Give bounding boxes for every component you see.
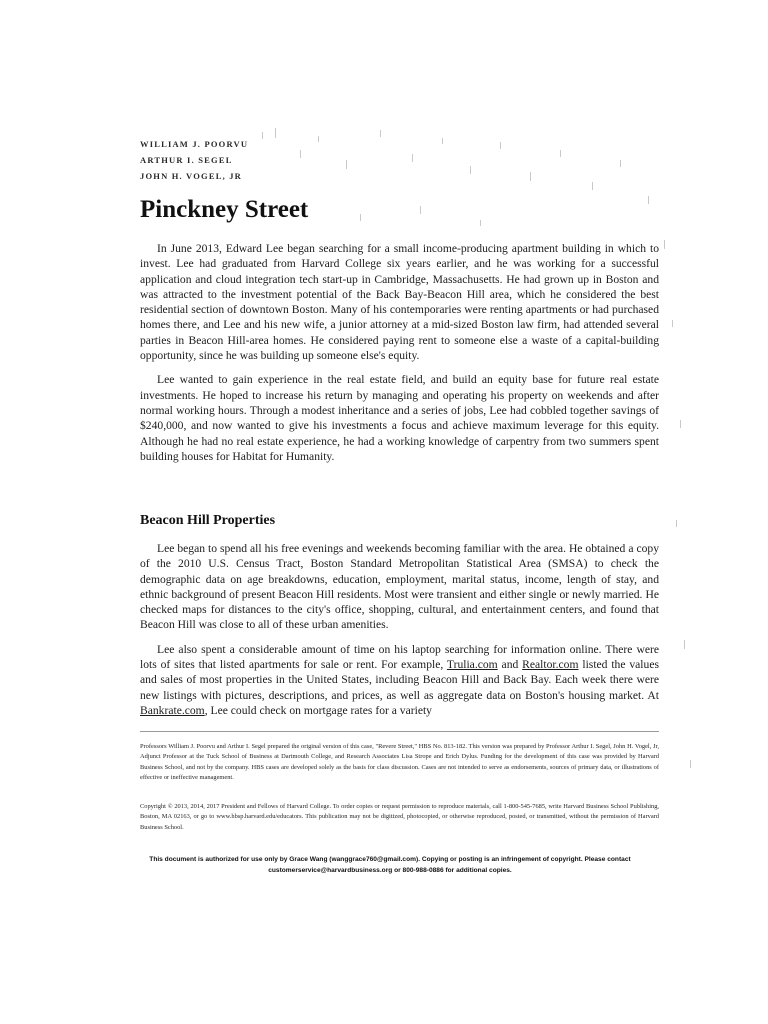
- author-name: WILLIAM J. POORVU: [140, 139, 249, 149]
- paragraph: Lee wanted to gain experience in the real estate field, and build an equity base for future real estate investments. He hoped to increase his return by managing and operating his property on weekends and after normal working hours. Through a modest inheritance and a series of jobs, Lee had cobbled together savings of $240,000, and now wanted to give his investments a focus and achieve maximum leverage for this equity. Although he had no real estate experience, he had a working knowledge of carpentry from two summers spent building houses for Habitat for Humanity.: [140, 373, 659, 463]
- bankrate-link[interactable]: Bankrate.com: [140, 703, 205, 717]
- section-beacon-hill: [140, 541, 659, 718]
- author-name: JOHN H. VOGEL, JR: [140, 171, 243, 181]
- authorization-line: This document is authorized for use only by Grace Wang (wanggrace760@gmail.com). Copying or posting is an infringement of copyright. Please contact: [149, 856, 631, 863]
- footnote-authorship: [140, 742, 659, 784]
- authorization-notice: [110, 855, 670, 876]
- case-title: Pinckney Street: [140, 196, 309, 223]
- section-intro: [140, 241, 659, 464]
- paragraph: Lee began to spend all his free evenings and weekends becoming familiar with the area. He obtained a copy of the 2010 U.S. Census Tract, Boston Standard Metropolitan Statistical Area (SMSA) to check the demographic data on age breakdowns, education, employment, marital status, income, length of stay, and ethnic background of present Beacon Hill residents. Most were transient and either single or newly married. He checked maps for distances to the city's office, shopping, cultural, and entertainment centers, and found that Beacon Hill was close to all of these urban amenities.: [140, 542, 659, 632]
- realtor-link[interactable]: Realtor.com: [522, 658, 579, 672]
- author-name: ARTHUR I. SEGEL: [140, 155, 233, 165]
- paragraph: In June 2013, Edward Lee began searching for a small income-producing apartment building in which to invest. Lee had graduated from Harvard College six years earlier, and he was working for a successful application and cloud integration tech start-up in Cambridge, Massachusetts. He had grown up in Boston and was attracted to the investment potential of the Back Bay-Beacon Hill area, which he considered the best residential section of downtown Boston. Many of his contemporaries were renting apartments or had purchased homes there, and Lee and his new wife, a junior attorney at a mid-sized Boston law firm, had attended several parties in Beacon Hill-area homes. He considered paying rent to someone else a waste of a capital-building opportunity, since he was building up someone else's equity.: [140, 242, 659, 363]
- footnote-text: Copyright © 2013, 2014, 2017 President and Fellows of Harvard College. To order copies or request permission to reproduce materials, call 1-800-545-7685, write Harvard Business School Publishing, Boston, MA 02163, or go to www.hbsp.harvard.edu/educators. This publication may not be digitized, photocopied, or otherwise reproduced, posted, or transmitted, without the permission of Harvard Business School.: [140, 803, 659, 831]
- footnote-copyright: [140, 802, 659, 833]
- text-span: and: [497, 658, 523, 672]
- footnote-divider: [140, 731, 659, 732]
- author-list: [140, 136, 248, 184]
- paragraph-with-links: [140, 642, 659, 718]
- trulia-link[interactable]: Trulia.com: [446, 658, 498, 672]
- authorization-line: customerservice@harvardbusiness.org or 800-988-0886 for additional copies.: [268, 866, 512, 874]
- text-span: listed the values and sales of most properties in the United States, including Beacon Hill and Back Bay. Each week there were new listings with pictures, descriptions, and prices, as well as aggregate data on Boston's housing market. At: [140, 658, 659, 702]
- text-span: , Lee could check on mortgage rates for a variety: [204, 703, 432, 717]
- footnote-text: Professors William J. Poorvu and Arthur I. Segel prepared the original version of this case, "Revere Street," HBS No. 813-182. This version was prepared by Professor Arthur I. Segel, John H. Vogel, Jr, Adjunct Professor at the Tuck School of Business at Dartmouth College, and Research Associates Lisa Strope and Erich Dylus. Funding for the development of this case was provided by Harvard Business School, and not by the company. HBS cases are developed solely as the basis for class discussion. Cases are not intended to serve as endorsements, sources of primary data, or illustrations of effective or ineffective management.: [140, 743, 659, 782]
- text-span: Lee also spent a considerable amount of time on his laptop searching for information online. There were lots of sites that listed apartments for sale or rent. For example,: [140, 642, 659, 672]
- section-heading: Beacon Hill Properties: [140, 513, 276, 528]
